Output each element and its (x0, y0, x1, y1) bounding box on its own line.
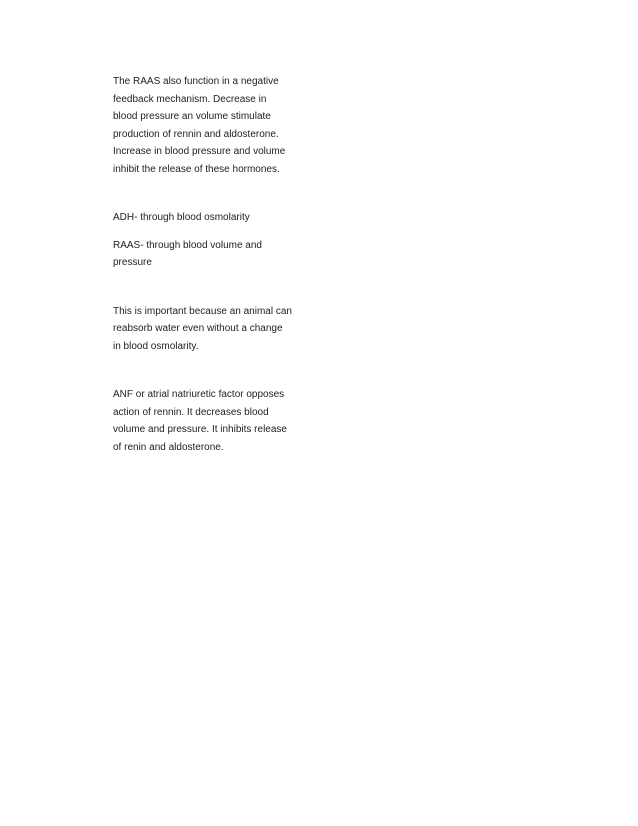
paragraph-spacer (113, 272, 313, 303)
text-line: Increase in blood pressure and volume (113, 146, 286, 157)
paragraph-spacer (113, 355, 313, 386)
text-line: This is important because an animal can (113, 305, 292, 317)
text-line: inhibit the release of these hormones. (113, 163, 280, 175)
paragraph-importance (113, 303, 313, 356)
text-line: pressure (113, 257, 152, 268)
text-line: production of rennin and aldosterone. (113, 128, 279, 140)
paragraph-adh (113, 209, 313, 227)
text-line: in blood osmolarity. (113, 340, 199, 352)
paragraph-spacer (113, 178, 313, 209)
text-line: ANF or atrial natriuretic factor opposes (113, 389, 285, 400)
text-line: RAAS- through blood volume and (113, 239, 262, 251)
text-line: blood pressure an volume stimulate (113, 111, 271, 122)
paragraph-anf (113, 386, 313, 456)
text-line: action of rennin. It decreases blood (113, 406, 269, 418)
paragraph-raas-volume (113, 237, 313, 272)
paragraph-raas-feedback (113, 73, 313, 178)
paragraph-spacer (113, 227, 313, 237)
text-line: of renin and aldosterone. (113, 441, 224, 453)
document-content (113, 73, 313, 456)
text-line: feedback mechanism. Decrease in (113, 93, 267, 105)
text-line: volume and pressure. It inhibits release (113, 424, 287, 435)
text-line: ADH- through blood osmolarity (113, 212, 250, 223)
text-line: reabsorb water even without a change (113, 323, 283, 334)
text-line: The RAAS also function in a negative (113, 76, 279, 87)
